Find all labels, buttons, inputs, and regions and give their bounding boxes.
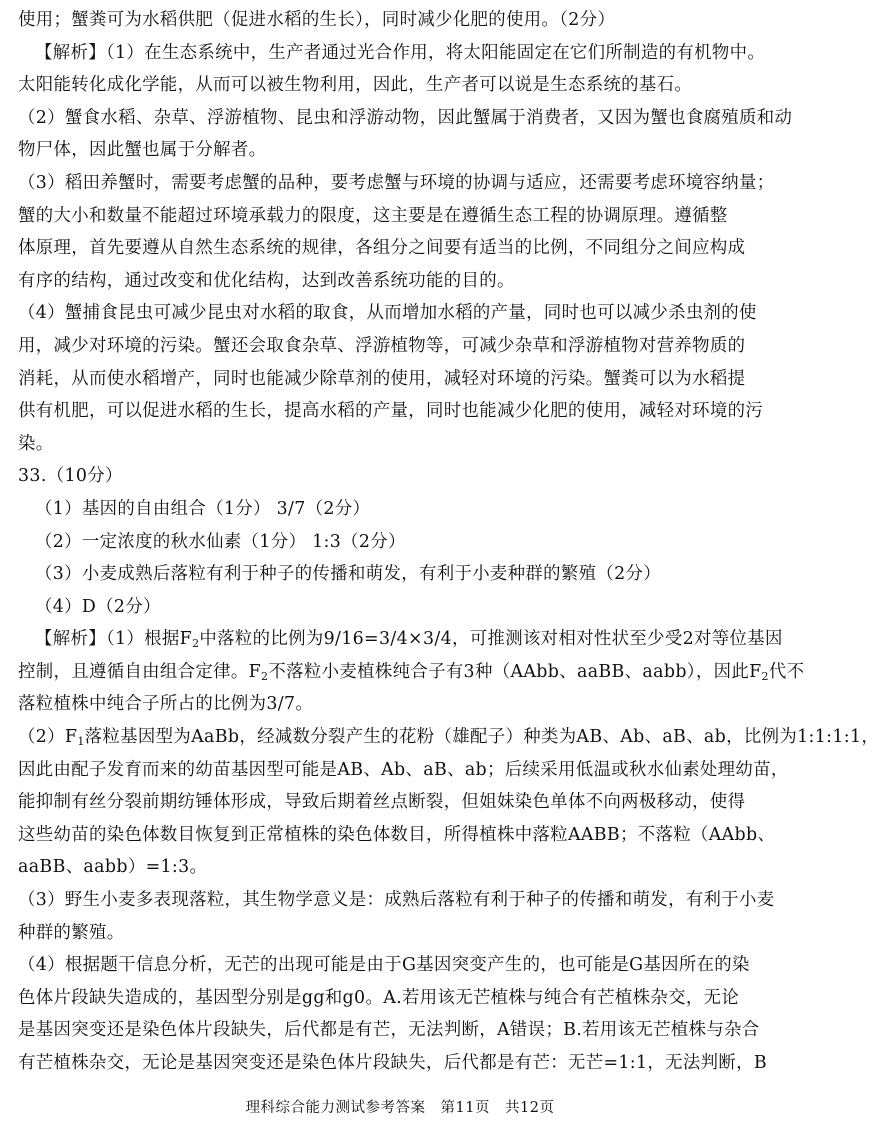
text-line: 物尸体，因此蟹也属于分解者。 bbox=[18, 140, 267, 161]
subscript: 1 bbox=[77, 735, 85, 749]
text-line: （2）蟹食水稻、杂草、浮游植物、昆虫和浮游动物，因此蟹属于消费者，又因为蟹也食腐殖质和动 bbox=[18, 107, 793, 128]
text-line: 染。 bbox=[18, 433, 54, 454]
text-line: （3）野生小麦多表现落粒，其生物学意义是：成熟后落粒有利于种子的传播和萌发，有利于小麦 bbox=[18, 890, 775, 911]
subscript: 2 bbox=[261, 669, 269, 683]
text-line: 这些幼苗的染色体数目恢复到正常植株的染色体数目，所得植株中落粒AABB；不落粒（AAbb、 bbox=[18, 824, 776, 845]
text-segment: （2）F bbox=[18, 727, 78, 748]
answer-line: （1）基因的自由组合（1分） 3/7（2分） bbox=[35, 498, 371, 519]
text-line: 因此由配子发育而来的幼苗基因型可能是AB、Ab、aB、ab；后续采用低温或秋水仙素处理幼苗， bbox=[18, 759, 789, 780]
text-line: 太阳能转化成化学能，从而可以被生物利用，因此，生产者可以说是生态系统的基石。 bbox=[18, 75, 693, 96]
text-line: 供有机肥，可以促进水稻的生长，提高水稻的产量，同时也能减少化肥的使用，减轻对环境的污 bbox=[18, 401, 764, 422]
answer-line: （3）小麦成熟后落粒有利于种子的传播和萌发，有利于小麦种群的繁殖（2分） bbox=[35, 564, 662, 585]
text-line: 色体片段缺失造成的，基因型分别是gg和g0。A.若用该无芒植株与纯合有芒植株杂交，无论 bbox=[18, 987, 740, 1008]
text-line: 【解析】（1）在生态系统中，生产者通过光合作用，将太阳能固定在它们所制造的有机物中。 bbox=[35, 42, 766, 63]
answer-document bbox=[18, 4, 879, 1080]
text-line: 种群的繁殖。 bbox=[18, 922, 125, 943]
text-line: （4）根据题干信息分析，无芒的出现可能是由于G基因突变产生的，也可能是G基因所在的染 bbox=[18, 955, 750, 976]
text-line bbox=[18, 721, 879, 754]
page-footer: 理科综合能力测试参考答案 第11页 共12页 bbox=[245, 1100, 555, 1116]
text-segment: 落粒基因型为AaBb，经减数分裂产生的花粉（雄配子）种类为AB、Ab、aB、ab，比例为1:1:1:1， bbox=[84, 727, 879, 748]
text-segment: 代不 bbox=[768, 661, 805, 682]
text-line: 蟹的大小和数量不能超过环境承载力的限度，这主要是在遵循生态工程的协调原理。遵循整 bbox=[18, 205, 728, 226]
text-line: 有序的结构，通过改变和优化结构，达到改善系统功能的目的。 bbox=[18, 270, 515, 291]
question-heading: 33.（10分） bbox=[18, 466, 123, 487]
text-segment: 中落粒的比例为9/16=3/4×3/4，可推测该对相对性状至少受2对等位基因 bbox=[199, 629, 783, 650]
text-line: （4）蟹捕食昆虫可减少昆虫对水稻的取食，从而增加水稻的产量，同时也可以减少杀虫剂的使 bbox=[18, 303, 757, 324]
text-segment: 控制，且遵循自由组合定律。F bbox=[18, 661, 262, 682]
text-line: （3）稻田养蟹时，需要考虑蟹的品种，要考虑蟹与环境的协调与适应，还需要考虑环境容纳量； bbox=[18, 172, 775, 193]
answer-line: （2）一定浓度的秋水仙素（1分） 1:3（2分） bbox=[35, 531, 406, 552]
text-segment: 不落粒小麦植株纯合子有3种（AAbb、aaBB、aabb），因此F bbox=[268, 661, 762, 682]
text-line: aaBB、aabb）=1:3。 bbox=[18, 857, 208, 878]
text-line: 消耗，从而使水稻增产，同时也能减少除草剂的使用，减轻对环境的污染。蟹粪可以为水稻提 bbox=[18, 368, 746, 389]
text-line: 是基因突变还是染色体片段缺失，后代都是有芒，无法判断，A错误；B.若用该无芒植株与杂合 bbox=[18, 1020, 760, 1041]
answer-line: （4）D（2分） bbox=[35, 596, 161, 617]
subscript: 2 bbox=[192, 637, 200, 651]
subscript: 2 bbox=[761, 669, 769, 683]
text-line: 使用；蟹粪可为水稻供肥（促进水稻的生长），同时减少化肥的使用。（2分） bbox=[18, 10, 616, 30]
text-line bbox=[18, 656, 805, 689]
text-line: 用，减少对环境的污染。蟹还会取食杂草、浮游植物等，可减少杂草和浮游植物对营养物质的 bbox=[18, 335, 746, 356]
text-line: 体原理，首先要遵从自然生态系统的规律，各组分之间要有适当的比例，不同组分之间应构成 bbox=[18, 238, 746, 259]
text-line: 能抑制有丝分裂前期纺锤体形成，导致后期着丝点断裂，但姐妹染色单体不向两极移动，使得 bbox=[18, 792, 746, 813]
text-line: 落粒植株中纯合子所占的比例为3/7。 bbox=[18, 694, 314, 715]
text-segment: 【解析】（1）根据F bbox=[35, 629, 193, 650]
text-line: 有芒植株杂交，无论是基因突变还是染色体片段缺失，后代都是有芒：无芒=1:1，无法判断，B bbox=[18, 1053, 767, 1073]
text-line bbox=[18, 623, 784, 656]
